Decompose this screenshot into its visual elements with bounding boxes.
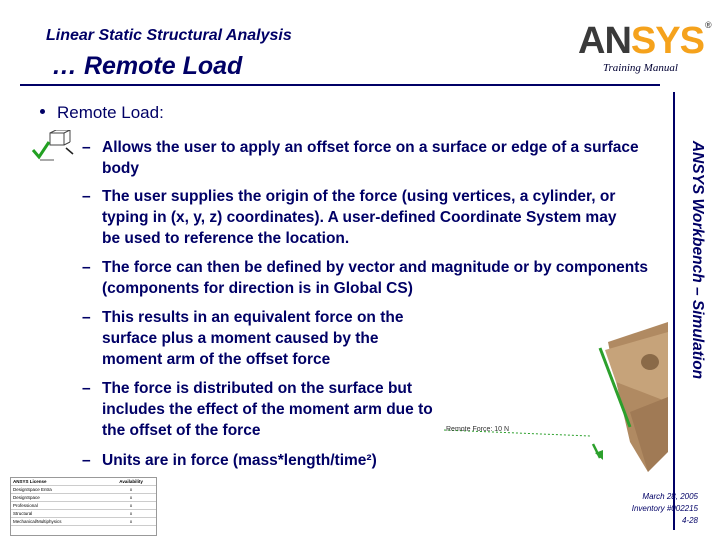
figure-annotation: Remote Force: 10 N bbox=[446, 426, 510, 433]
list-item bbox=[82, 378, 434, 441]
license-name-cell: DesignSpace Entra bbox=[11, 486, 106, 494]
license-table bbox=[10, 477, 157, 536]
header-title: Linear Static Structural Analysis bbox=[46, 27, 292, 44]
list-item-text: This results in an equivalent force on the surface plus a moment caused by the moment arm of the offset force bbox=[102, 309, 404, 368]
bullet-text: Remote Load: bbox=[57, 103, 164, 122]
list-dash: – bbox=[82, 380, 91, 397]
logo-registered-mark: ® bbox=[704, 20, 711, 30]
list-dash: – bbox=[82, 188, 91, 205]
footer-date: March 28, 2005 bbox=[642, 492, 698, 501]
remote-load-figure bbox=[440, 322, 668, 472]
side-label bbox=[682, 110, 712, 410]
list-dash: – bbox=[82, 309, 91, 326]
license-name-cell: Structural bbox=[11, 510, 106, 518]
list-dash: – bbox=[82, 139, 91, 156]
license-header-cell: Availability bbox=[106, 478, 156, 486]
license-availability-cell: x bbox=[106, 494, 156, 502]
list-item-text: Units are in force (mass*length/time²) bbox=[102, 452, 377, 469]
license-availability-cell: x bbox=[106, 502, 156, 510]
header-divider bbox=[20, 84, 660, 86]
logo-part-sys: SYS bbox=[630, 20, 704, 62]
license-header-cell: ANSYS License bbox=[11, 478, 106, 486]
table-row bbox=[11, 486, 156, 494]
list-item bbox=[82, 186, 622, 249]
logo-part-an: AN bbox=[578, 20, 631, 62]
list-item-text: The user supplies the origin of the force (using vertices, a cylinder, or typing in (x, y, z) coordinates). A user-defined Coordinate System may be used to reference the location. bbox=[102, 188, 617, 247]
table-row bbox=[11, 494, 156, 502]
list-item-text: Allows the user to apply an offset force on a surface or edge of a surface body bbox=[102, 139, 639, 177]
remote-load-icon bbox=[30, 130, 74, 164]
footer bbox=[632, 491, 698, 527]
ansys-logo bbox=[578, 20, 711, 63]
table-row bbox=[11, 502, 156, 510]
side-label-text: ANSYS Workbench – Simulation bbox=[689, 140, 706, 380]
footer-inventory: Inventory #002215 bbox=[631, 504, 698, 513]
list-dash: – bbox=[82, 259, 91, 276]
list-item bbox=[82, 257, 652, 299]
license-availability-cell: x bbox=[106, 518, 156, 526]
license-availability-cell: x bbox=[106, 510, 156, 518]
list-item-text: The force can then be defined by vector and magnitude or by components (components for direction is in Global CS) bbox=[102, 259, 649, 297]
table-row bbox=[11, 510, 156, 518]
license-name-cell: DesignSpace bbox=[11, 494, 106, 502]
training-manual-label: Training Manual bbox=[603, 62, 678, 74]
bullet-heading bbox=[40, 103, 164, 123]
side-divider bbox=[673, 92, 675, 530]
license-name-cell: Mechanical/Multiphysics bbox=[11, 518, 106, 526]
bullet-dot-icon bbox=[40, 109, 45, 114]
license-name-cell: Professional bbox=[11, 502, 106, 510]
list-item bbox=[82, 307, 427, 370]
list-item bbox=[82, 137, 652, 179]
header-subtitle: … Remote Load bbox=[52, 52, 243, 80]
footer-page-number: 4-28 bbox=[681, 516, 698, 525]
list-item-text: The force is distributed on the surface but includes the effect of the moment arm due to the offset of the force bbox=[102, 380, 433, 439]
list-dash: – bbox=[82, 452, 91, 469]
list-item bbox=[82, 450, 442, 471]
table-row bbox=[11, 518, 156, 526]
license-table-header bbox=[11, 478, 156, 486]
license-availability-cell: x bbox=[106, 486, 156, 494]
